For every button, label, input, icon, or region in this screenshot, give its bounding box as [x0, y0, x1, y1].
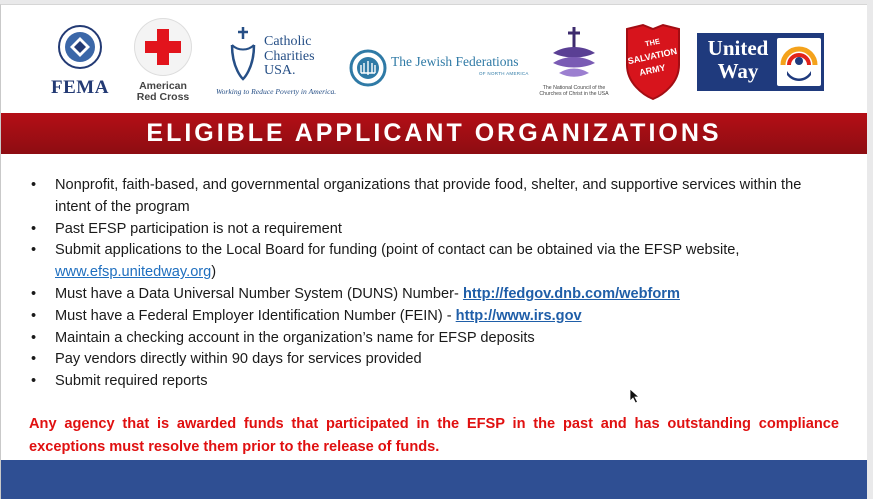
svg-text:SALVATION: SALVATION: [626, 45, 678, 67]
ncc-label: The National Council of the Churches of Christ in the USA: [539, 85, 609, 97]
catholic-charities-name: Catholic Charities USA.: [264, 34, 315, 78]
red-cross-icon: [145, 29, 181, 65]
united-way-logo: [697, 33, 824, 91]
red-cross-logo: [131, 19, 195, 109]
cross-shield-icon: [228, 25, 258, 83]
page-title: ELIGIBLE APPLICANT ORGANIZATIONS: [146, 119, 722, 147]
list-item: • Submit applications to the Local Board for funding (point of contact can be obtained via the EFSP website, www.efsp.unitedway.org): [31, 242, 740, 281]
catholic-charities-tagline: Working to Reduce Poverty in America.: [216, 87, 337, 96]
fema-label: FEMA: [51, 77, 109, 98]
list-item: • Past EFSP participation is not a requirement: [31, 220, 342, 237]
ncc-cross-wave-icon: [549, 25, 599, 81]
eligibility-list: [27, 175, 837, 393]
salvation-army-logo: [623, 23, 683, 103]
united-way-hand-rainbow-icon: [779, 39, 819, 85]
list-item: • Pay vendors directly within 90 days for services provided: [31, 351, 422, 368]
svg-text:ARMY: ARMY: [638, 62, 667, 78]
compliance-warning: Any agency that is awarded funds that participated in the EFSP in the past and has outstanding compliance exceptions must resolve them prior to the release of funds.: [29, 416, 839, 455]
ncc-logo: [531, 25, 617, 105]
duns-form-link[interactable]: http://fedgov.dnb.com/webform: [462, 285, 680, 302]
svg-text:THE: THE: [644, 36, 661, 49]
dhs-seal-icon: [58, 25, 102, 69]
salvation-army-shield-icon: [623, 23, 683, 101]
list-item: • Submit required reports: [31, 373, 208, 390]
red-cross-label: American Red Cross: [136, 80, 190, 103]
list-item: • Maintain a checking account in the organization’s name for EFSP deposits: [31, 329, 535, 346]
fema-logo: [45, 25, 115, 105]
sponsor-logo-row: [1, 5, 867, 113]
jewish-federations-name: The Jewish Federations: [391, 54, 519, 69]
catholic-charities-logo: [214, 25, 344, 103]
jewish-federations-subtitle: OF NORTH AMERICA: [479, 71, 529, 76]
list-item: • Nonprofit, faith-based, and governmental organizations that provide food, shelter, and supportive services within the intent of the program: [31, 177, 802, 215]
list-item: • Must have a Federal Employer Identification Number (FEIN) - http://www.irs.gov: [31, 307, 582, 324]
footer-bar: [1, 460, 867, 499]
efsp-website-link[interactable]: www.efsp.unitedway.org: [55, 264, 212, 281]
menorah-globe-icon: [349, 49, 387, 87]
united-way-name: United Way: [707, 36, 769, 83]
irs-link[interactable]: http://www.irs.gov: [455, 307, 582, 324]
list-item: • Must have a Data Universal Number System (DUNS) Number- http://fedgov.dnb.com/webform: [31, 285, 680, 302]
jewish-federations-logo: [347, 49, 527, 89]
mouse-pointer-icon: [629, 388, 641, 404]
title-band: [1, 113, 867, 154]
slide: [0, 4, 867, 499]
